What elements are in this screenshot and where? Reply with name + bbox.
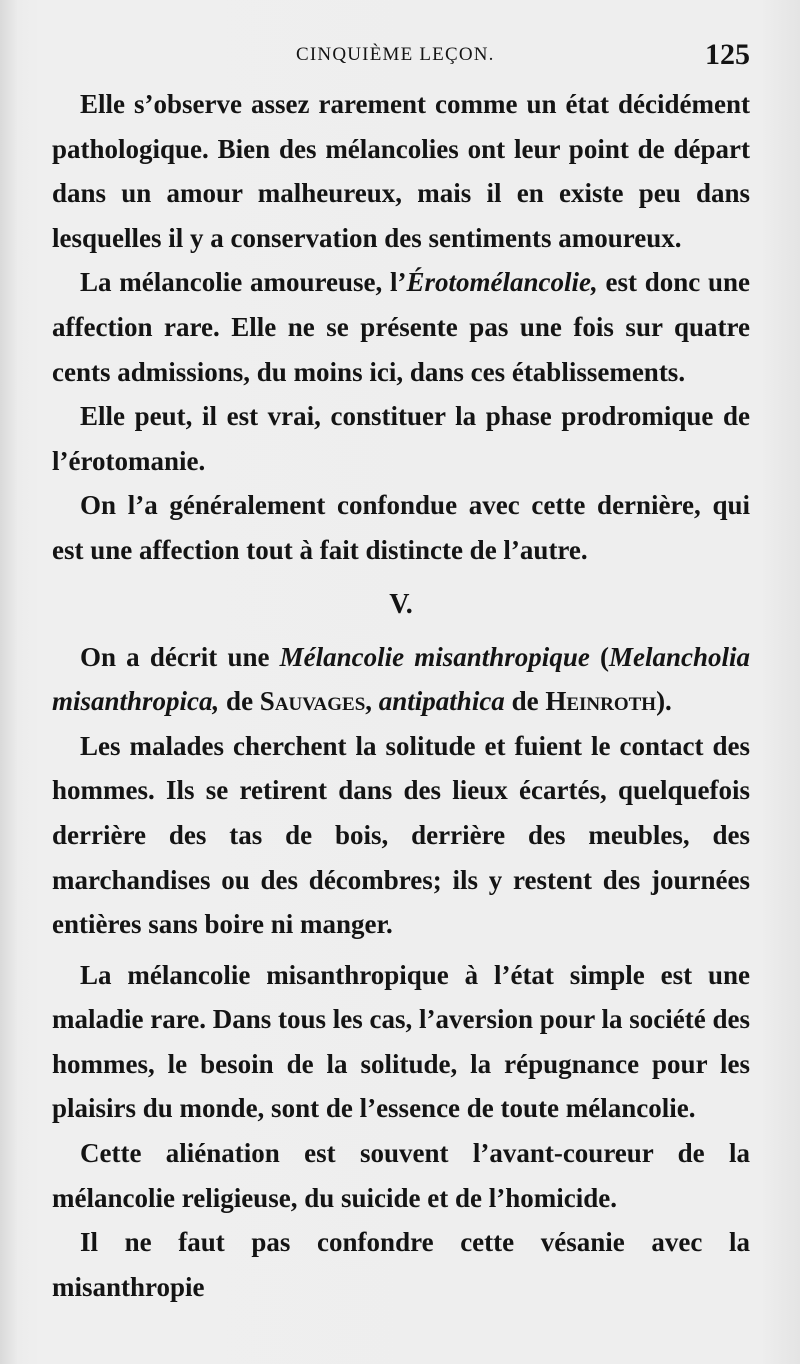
paragraph-6: Les malades cherchent la solitude et fuient le contact des hommes. Ils se retirent dans des lieux écartés, quelquefois derrière des tas de bois, derrière des meubles, des marchandises ou des décombres; ils y restent des journées entières sans boire ni manger. <box>52 730 750 940</box>
running-head: CINQUIÈME LEÇON. <box>296 44 495 65</box>
paragraph-4: On l’a généralement confondue avec cette dernière, qui est une affection tout à fait distincte de l’autre. <box>52 490 750 565</box>
term-melancolie-misanthropique: Mélancolie misanthropique <box>279 641 590 672</box>
paragraph-1: Elle s’observe assez rarement comme un état décidément pathologique. Bien des mélancolies ont leur point de départ dans un amour malheureux, mais il en existe peu dans lesquelles il y a conservation des sentiments amoureux. <box>52 89 750 253</box>
page-header <box>0 38 800 78</box>
paragraph-8: Cette aliénation est souvent l’avant-coureur de la mélancolie religieuse, du suicide et de l’homicide. <box>52 1138 750 1213</box>
term-erotomelancolie: Érotomélancolie, <box>406 267 598 298</box>
paragraph-2 <box>52 260 750 394</box>
term-antipathica: antipathica <box>378 686 505 717</box>
paragraph-9: Il ne faut pas confondre cette vésanie avec la misanthropie <box>52 1227 750 1302</box>
section-heading: V. <box>389 588 413 620</box>
p5-text-k: ). <box>656 686 672 717</box>
paragraph-5 <box>52 635 750 724</box>
p5-text-c: ( <box>589 641 609 672</box>
p5-text-a: On a décrit une <box>80 641 280 672</box>
paragraph-3: Elle peut, il est vrai, constituer la phase prodromique de l’érotomanie. <box>52 401 750 476</box>
term-melancholia-misanthropica: Melancholia misanthropica, <box>52 641 750 717</box>
author-heinroth: Heinroth <box>545 686 657 717</box>
p5-text-i: de <box>504 686 546 717</box>
p5-text-e: de <box>219 686 260 717</box>
paragraph-2-rest: est donc une affection rare. Elle ne se présente pas une fois sur quatre cents admissions, du moins ici, dans ces établissements. <box>52 267 750 387</box>
p5-text-g: , <box>365 686 379 717</box>
page-number: 125 <box>705 38 750 71</box>
author-sauvages: Sauvages <box>259 686 366 717</box>
paragraph-7: La mélancolie misanthropique à l’état simple est une maladie rare. Dans tous les cas, l’aversion pour la société des hommes, le besoin de la solitude, la répugnance pour les plaisirs du monde, sont de l’essence de toute mélancolie. <box>52 959 750 1124</box>
body-text <box>52 82 750 1309</box>
paragraph-2-start: La mélancolie amoureuse, l’ <box>80 267 407 298</box>
